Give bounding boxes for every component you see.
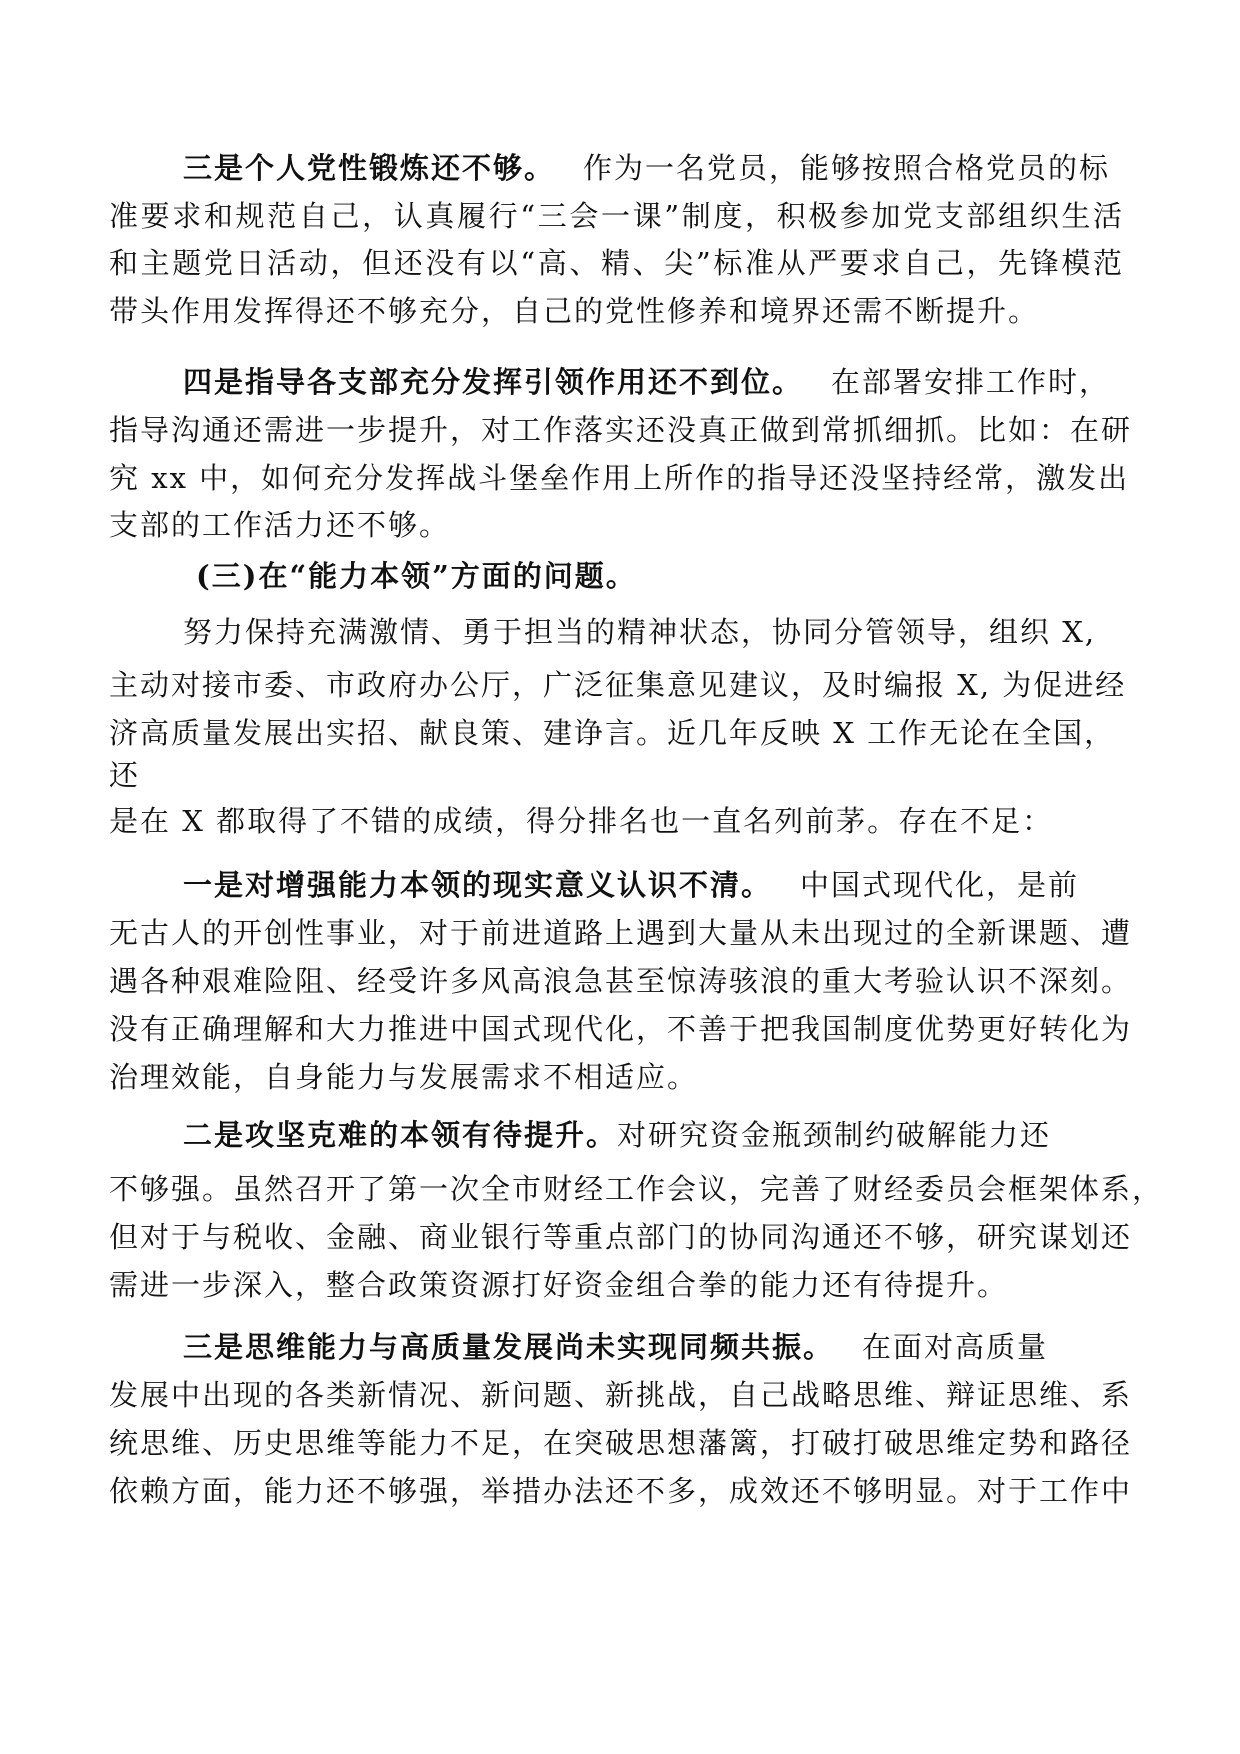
paragraph-line: 主动对接市委、市政府办公厅，广泛征集意见建议，及时编报 X, 为促进经 [109, 668, 1127, 702]
paragraph-line: 济高质量发展出实招、献良策、建诤言。近几年反映 X 工作无论在全国， [109, 716, 1116, 750]
paragraph-line: 发展中出现的各类新情况、新问题、新挑战，自己战略思维、辩证思维、系 [109, 1378, 1133, 1412]
section-heading: (三)在“能力本领”方面的问题。 [196, 559, 637, 593]
paragraph-line: 治理效能，自身能力与发展需求不相适应。 [109, 1060, 699, 1094]
paragraph-line: 是在 X 都取得了不错的成绩，得分排名也一直名列前茅。存在不足： [109, 804, 1054, 838]
paragraph-line: 依赖方面，能力还不够强，举措办法还不多，成效还不够明显。对于工作中 [109, 1474, 1133, 1508]
paragraph-line [183, 1327, 1048, 1367]
paragraph-heading: 三是个人党性锻炼还不够。 [183, 151, 556, 185]
text-run: 对研究资金瓶颈制约破解能力还 [617, 1118, 1052, 1152]
paragraph-line: 没有正确理解和大力推进中国式现代化，不善于把我国制度优势更好转化为 [109, 1012, 1133, 1046]
paragraph-line [183, 148, 1110, 188]
paragraph-line: 究 xx 中，如何充分发挥战斗堡垒作用上所作的指导还没坚持经常，激发出 [109, 461, 1130, 495]
paragraph-line: 统思维、历史思维等能力不足，在突破思想藩篱，打破打破思维定势和路径 [109, 1426, 1133, 1460]
paragraph-line: 和主题党日活动，但还没有以“高、精、尖”标准从严要求自己，先锋模范 [109, 246, 1124, 280]
paragraph-line: 准要求和规范自己，认真履行“三会一课”制度，积极参加党支部组织生活 [109, 199, 1124, 233]
paragraph-heading: 三是思维能力与高质量发展尚未实现同频共振。 [183, 1330, 835, 1364]
paragraph-heading: 一是对增强能力本领的现实意义认识不清。 [183, 868, 773, 902]
paragraph-line: 但对于与税收、金融、商业银行等重点部门的协同沟通还不够，研究谋划还 [109, 1220, 1133, 1254]
paragraph-line: 无古人的开创性事业，对于前进道路上遇到大量从未出现过的全新课题、遭 [109, 916, 1133, 950]
text-run: 中国式现代化，是前 [800, 868, 1080, 902]
paragraph-line [183, 362, 1110, 402]
paragraph-heading: 二是攻坚克难的本领有待提升。 [183, 1118, 618, 1152]
paragraph-line: 遇各种艰难险阻、经受许多风高浪急甚至惊涛骇浪的重大考验认识不深刻。 [109, 964, 1133, 998]
paragraph-line: 不够强。虽然召开了第一次全市财经工作会议，完善了财经委员会框架体系， [109, 1172, 1164, 1206]
text-run: 作为一名党员，能够按照合格党员的标 [583, 151, 1111, 185]
text-run: 在部署安排工作时， [831, 365, 1111, 399]
paragraph-line: 还 [109, 758, 141, 792]
paragraph-line: 带头作用发挥得还不够充分，自己的党性修养和境界还需不断提升。 [109, 294, 1040, 328]
paragraph-line: 努力保持充满激情、勇于担当的精神状态，协同分管领导，组织 X, [183, 615, 1097, 649]
paragraph-line: 支部的工作活力还不够。 [109, 508, 451, 542]
paragraph-line [183, 865, 1079, 905]
paragraph-heading: 四是指导各支部充分发挥引领作用还不到位。 [183, 365, 804, 399]
paragraph-line [183, 1115, 1051, 1155]
text-run: 在面对高质量 [862, 1330, 1049, 1364]
paragraph-line: 需进一步深入，整合政策资源打好资金组合拳的能力还有待提升。 [109, 1268, 1009, 1302]
paragraph-line: 指导沟通还需进一步提升，对工作落实还没真正做到常抓细抓。比如：在研 [109, 413, 1133, 447]
